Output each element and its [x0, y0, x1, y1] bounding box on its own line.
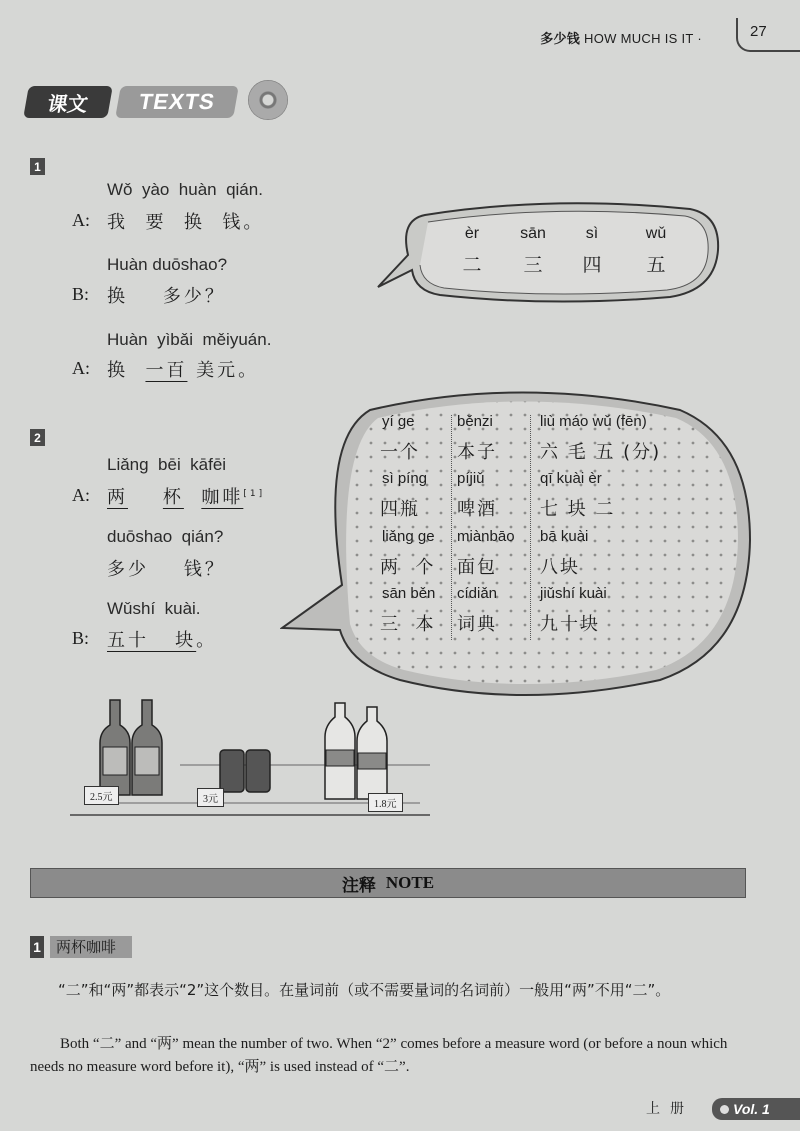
note-item-heading: [30, 935, 132, 959]
hanzi-bei: 杯: [162, 487, 184, 508]
bubble1-pinyin-san: sān: [520, 225, 546, 242]
cell-r1c1-hanzi: 一个: [380, 442, 420, 463]
page-number: 27: [736, 18, 800, 52]
bubble1-pinyin-wu: wǔ: [645, 225, 667, 242]
cell-r1c3-pinyin: liù máo wǔ (fēn): [540, 413, 647, 430]
dialog1-line1-pinyin: Wǒ yào huàn qián.: [107, 180, 263, 199]
dialog2-line1-pinyin: Liǎng bēi kāfēi: [107, 455, 227, 474]
dialog1-line2-speaker: B:: [72, 284, 90, 304]
cell-r3c3-pinyin: bā kuài: [540, 528, 589, 545]
cell-r3c3-hanzi: 八块: [540, 557, 580, 578]
texts-banner-cn: 课文: [23, 86, 113, 118]
note-paragraph-en: Both “二” and “两” mean the number of two. When “2” comes before a measure word (or before a noun which needs no measure word before it), “两” is used instead of “二”.: [30, 1036, 728, 1075]
dialog2-line1-hanzi: [107, 483, 265, 509]
note-item-title: 两杯咖啡: [50, 936, 132, 958]
header-title-en: HOW MUCH IS IT: [584, 31, 694, 46]
dialog1-line1-hanzi: 我 要 换 钱。: [107, 212, 265, 233]
dialog2-line3-pinyin: Wǔshí kuài.: [107, 599, 201, 618]
hanzi-wushi-kuai: 五十 块: [107, 630, 197, 651]
dialog1-line3-hanzi: [107, 356, 259, 382]
bubble1-hanzi-si: 四: [582, 254, 602, 276]
dialog1-line2-pinyin: Huàn duōshao?: [107, 255, 228, 274]
hanzi-liang: 两: [107, 487, 128, 508]
column-divider-2: [530, 415, 531, 640]
note-item-number: 1: [30, 936, 44, 958]
footer-volume-badge: [712, 1098, 800, 1120]
dialog2-line3-hanzi: [107, 626, 217, 652]
bubble1-pinyin-er: èr: [464, 225, 480, 242]
dialog2-line2-hanzi: 多少 钱？: [107, 559, 226, 580]
period: 。: [196, 630, 218, 651]
footer-volume-en: Vol. 1: [733, 1101, 770, 1117]
note-bar-en: NOTE: [385, 873, 435, 892]
cell-r2c3-hanzi: 七 块 二: [540, 499, 616, 520]
header-sep: ·: [697, 31, 702, 46]
dialog2-line3-speaker: B:: [72, 628, 90, 648]
cell-r3c2-hanzi: 面包: [457, 557, 497, 578]
dialog1-line2-hanzi: 换 多少？: [107, 286, 226, 307]
dialog-2-number: 2: [30, 429, 45, 446]
price-tag-cans: 3元: [197, 788, 224, 807]
note-bar-cn: 注释: [341, 875, 376, 896]
cell-r4c1-pinyin: sān běn: [382, 585, 436, 602]
dialog1-line1-speaker: A:: [72, 210, 90, 230]
cell-r1c1-pinyin: yí ge: [382, 413, 415, 430]
hanzi-kafei: 咖啡: [201, 487, 244, 508]
dialog2-line1-speaker: A:: [72, 485, 90, 505]
footnote-ref: [1]: [243, 489, 266, 499]
cell-r2c3-pinyin: qī kuài èr: [540, 470, 602, 487]
cell-r4c2-hanzi: 词典: [457, 614, 497, 635]
cell-r2c1-hanzi: 四瓶: [380, 499, 420, 520]
audio-cd-icon: [248, 80, 288, 120]
cell-r3c1-hanzi: 两 个: [380, 557, 436, 578]
bullet-icon: [720, 1105, 729, 1114]
bubble1-hanzi-er: 二: [462, 254, 482, 276]
cell-r4c2-pinyin: cídiǎn: [457, 585, 498, 602]
running-header: [540, 28, 702, 47]
dialog1-line3-speaker: A:: [72, 358, 90, 378]
cell-r4c3-pinyin: jiǔshí kuài: [540, 585, 607, 602]
cell-r2c2-pinyin: píjiǔ: [457, 470, 485, 487]
cell-r2c2-hanzi: 啤酒: [457, 499, 497, 520]
hanzi-huan: 换: [107, 360, 146, 381]
note-section-bar: [30, 868, 746, 898]
cell-r4c3-hanzi: 九十块: [540, 614, 600, 635]
speech-bubble-prices: [280, 380, 760, 700]
bubble1-hanzi-san: 三: [523, 254, 543, 276]
dialog2-line2-pinyin: duōshao qián?: [107, 527, 224, 546]
cell-r1c3-hanzi: 六 毛 五 (分): [540, 442, 662, 463]
hanzi-meiyuan: 美元。: [187, 360, 260, 381]
cell-r3c2-pinyin: miànbāo: [457, 528, 515, 545]
column-divider-1: [451, 415, 452, 640]
dialog-1-number: 1: [30, 158, 45, 175]
cell-r3c1-pinyin: liǎng ge: [382, 528, 435, 545]
bubble1-hanzi-wu: 五: [646, 254, 666, 276]
dialog1-line3-pinyin: Huàn yìbǎi měiyuán.: [107, 330, 272, 349]
hanzi-yibai: 一百: [145, 360, 188, 381]
price-tag-beer: 2.5元: [84, 786, 119, 805]
cell-r1c2-hanzi: 本子: [457, 442, 497, 463]
bubble1-pinyin-si: sì: [585, 225, 599, 242]
note-paragraph-cn: “二”和“两”都表示“2”这个数目。在量词前（或不需要量词的名词前）一般用“两”不用“二”。: [58, 981, 671, 999]
texts-banner-en: TEXTS: [115, 86, 239, 118]
header-title-cn: 多少钱: [540, 32, 581, 47]
price-tag-water: 1.8元: [368, 793, 403, 812]
cell-r4c1-hanzi: 三 本: [380, 614, 436, 635]
cell-r1c2-pinyin: běnzi: [457, 413, 493, 430]
cell-r2c1-pinyin: sì píng: [382, 470, 428, 487]
footer-volume-cn: 上册: [646, 1101, 694, 1117]
